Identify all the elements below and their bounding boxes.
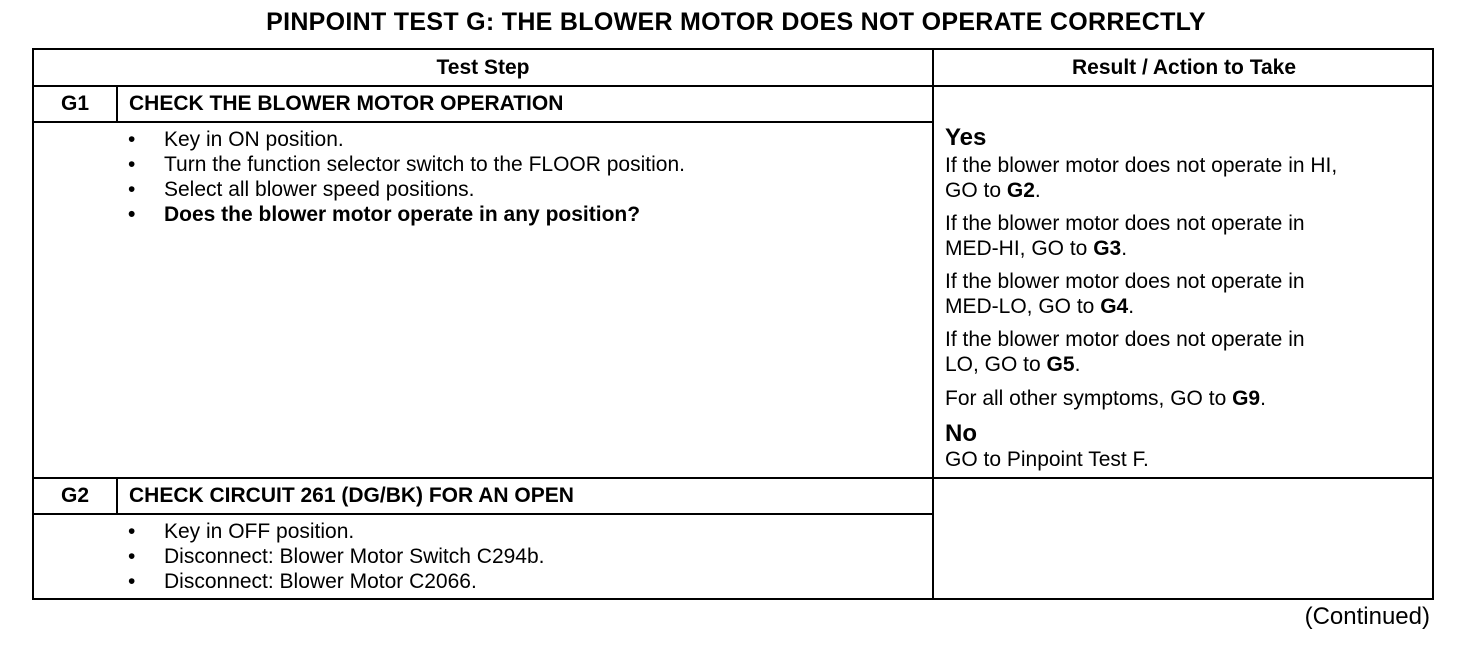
g2-step-id: G2 <box>60 484 89 507</box>
goto-link-g5[interactable]: G5 <box>1046 353 1075 376</box>
g1-yes-item-4: If the blower motor does not operate in LO, GO to G5. <box>945 328 1305 376</box>
column-divider <box>932 50 934 600</box>
g1-step-id: G1 <box>60 92 89 115</box>
g1-heading-divider <box>34 121 932 123</box>
bullet-icon: • <box>128 570 136 593</box>
g1-yes-label: Yes <box>945 124 987 151</box>
goto-link-g2[interactable]: G2 <box>1006 179 1035 202</box>
goto-link-g3[interactable]: G3 <box>1093 237 1122 260</box>
g1-yes-item-2: If the blower motor does not operate in MED-HI, GO to G3. <box>945 212 1305 260</box>
bullet-icon: • <box>128 545 136 568</box>
continued-note: (Continued) <box>1304 603 1430 630</box>
header-result: Result / Action to Take <box>1071 56 1297 79</box>
header-divider <box>34 85 1434 87</box>
bullet-icon: • <box>128 153 136 176</box>
goto-link-g9[interactable]: G9 <box>1232 387 1261 410</box>
g1-no-label: No <box>945 420 977 447</box>
g1-yes-item-1: If the blower motor does not operate in HI, GO to G2. <box>945 154 1338 202</box>
page-title: PINPOINT TEST G: THE BLOWER MOTOR DOES NOT OPERATE CORRECTLY <box>266 8 1206 36</box>
g1-other-symptoms: For all other symptoms, GO to G9. <box>945 387 1266 410</box>
pinpoint-test-table: Test Step Result / Action to Take G1 CHECK THE BLOWER MOTOR OPERATION • Key in ON position. • Turn the function selector switch to the FLOOR position. • Select all blower speed positions. • Does the blower motor operate in any position? Yes If the blower motor does not operate in HI, GO to G2. If the blower motor does not operate in MED-HI, GO to G3. If the blower motor does not operate in MED-LO, GO to G4. If the blower motor does not operate in LO, GO to G5. For all other symptoms, GO to G9. No GO to Pinpoint Test F. G2 CHECK CIRCUIT 261 (DG/BK) FOR AN OPEN • Key in OFF position. • Disconnect: Blower Motor Switch C294b. • Disconnect: Blower Motor C2066. <box>32 48 1434 600</box>
bullet-icon: • <box>128 128 136 151</box>
bullet-icon: • <box>128 178 136 201</box>
g1-heading: CHECK THE BLOWER MOTOR OPERATION <box>129 92 564 115</box>
bullet-icon: • <box>128 203 136 226</box>
bullet-icon: • <box>128 520 136 543</box>
goto-link-g4[interactable]: G4 <box>1100 295 1129 318</box>
g2-heading-divider <box>34 513 932 515</box>
g1-no-text: GO to Pinpoint Test F. <box>945 448 1149 471</box>
g2-heading: CHECK CIRCUIT 261 (DG/BK) FOR AN OPEN <box>129 484 574 507</box>
g2-id-divider <box>116 479 118 514</box>
g1-id-divider <box>116 87 118 122</box>
header-test-step: Test Step <box>436 56 530 79</box>
g1-yes-item-3: If the blower motor does not operate in MED-LO, GO to G4. <box>945 270 1305 318</box>
g1-row-divider <box>34 477 1434 479</box>
